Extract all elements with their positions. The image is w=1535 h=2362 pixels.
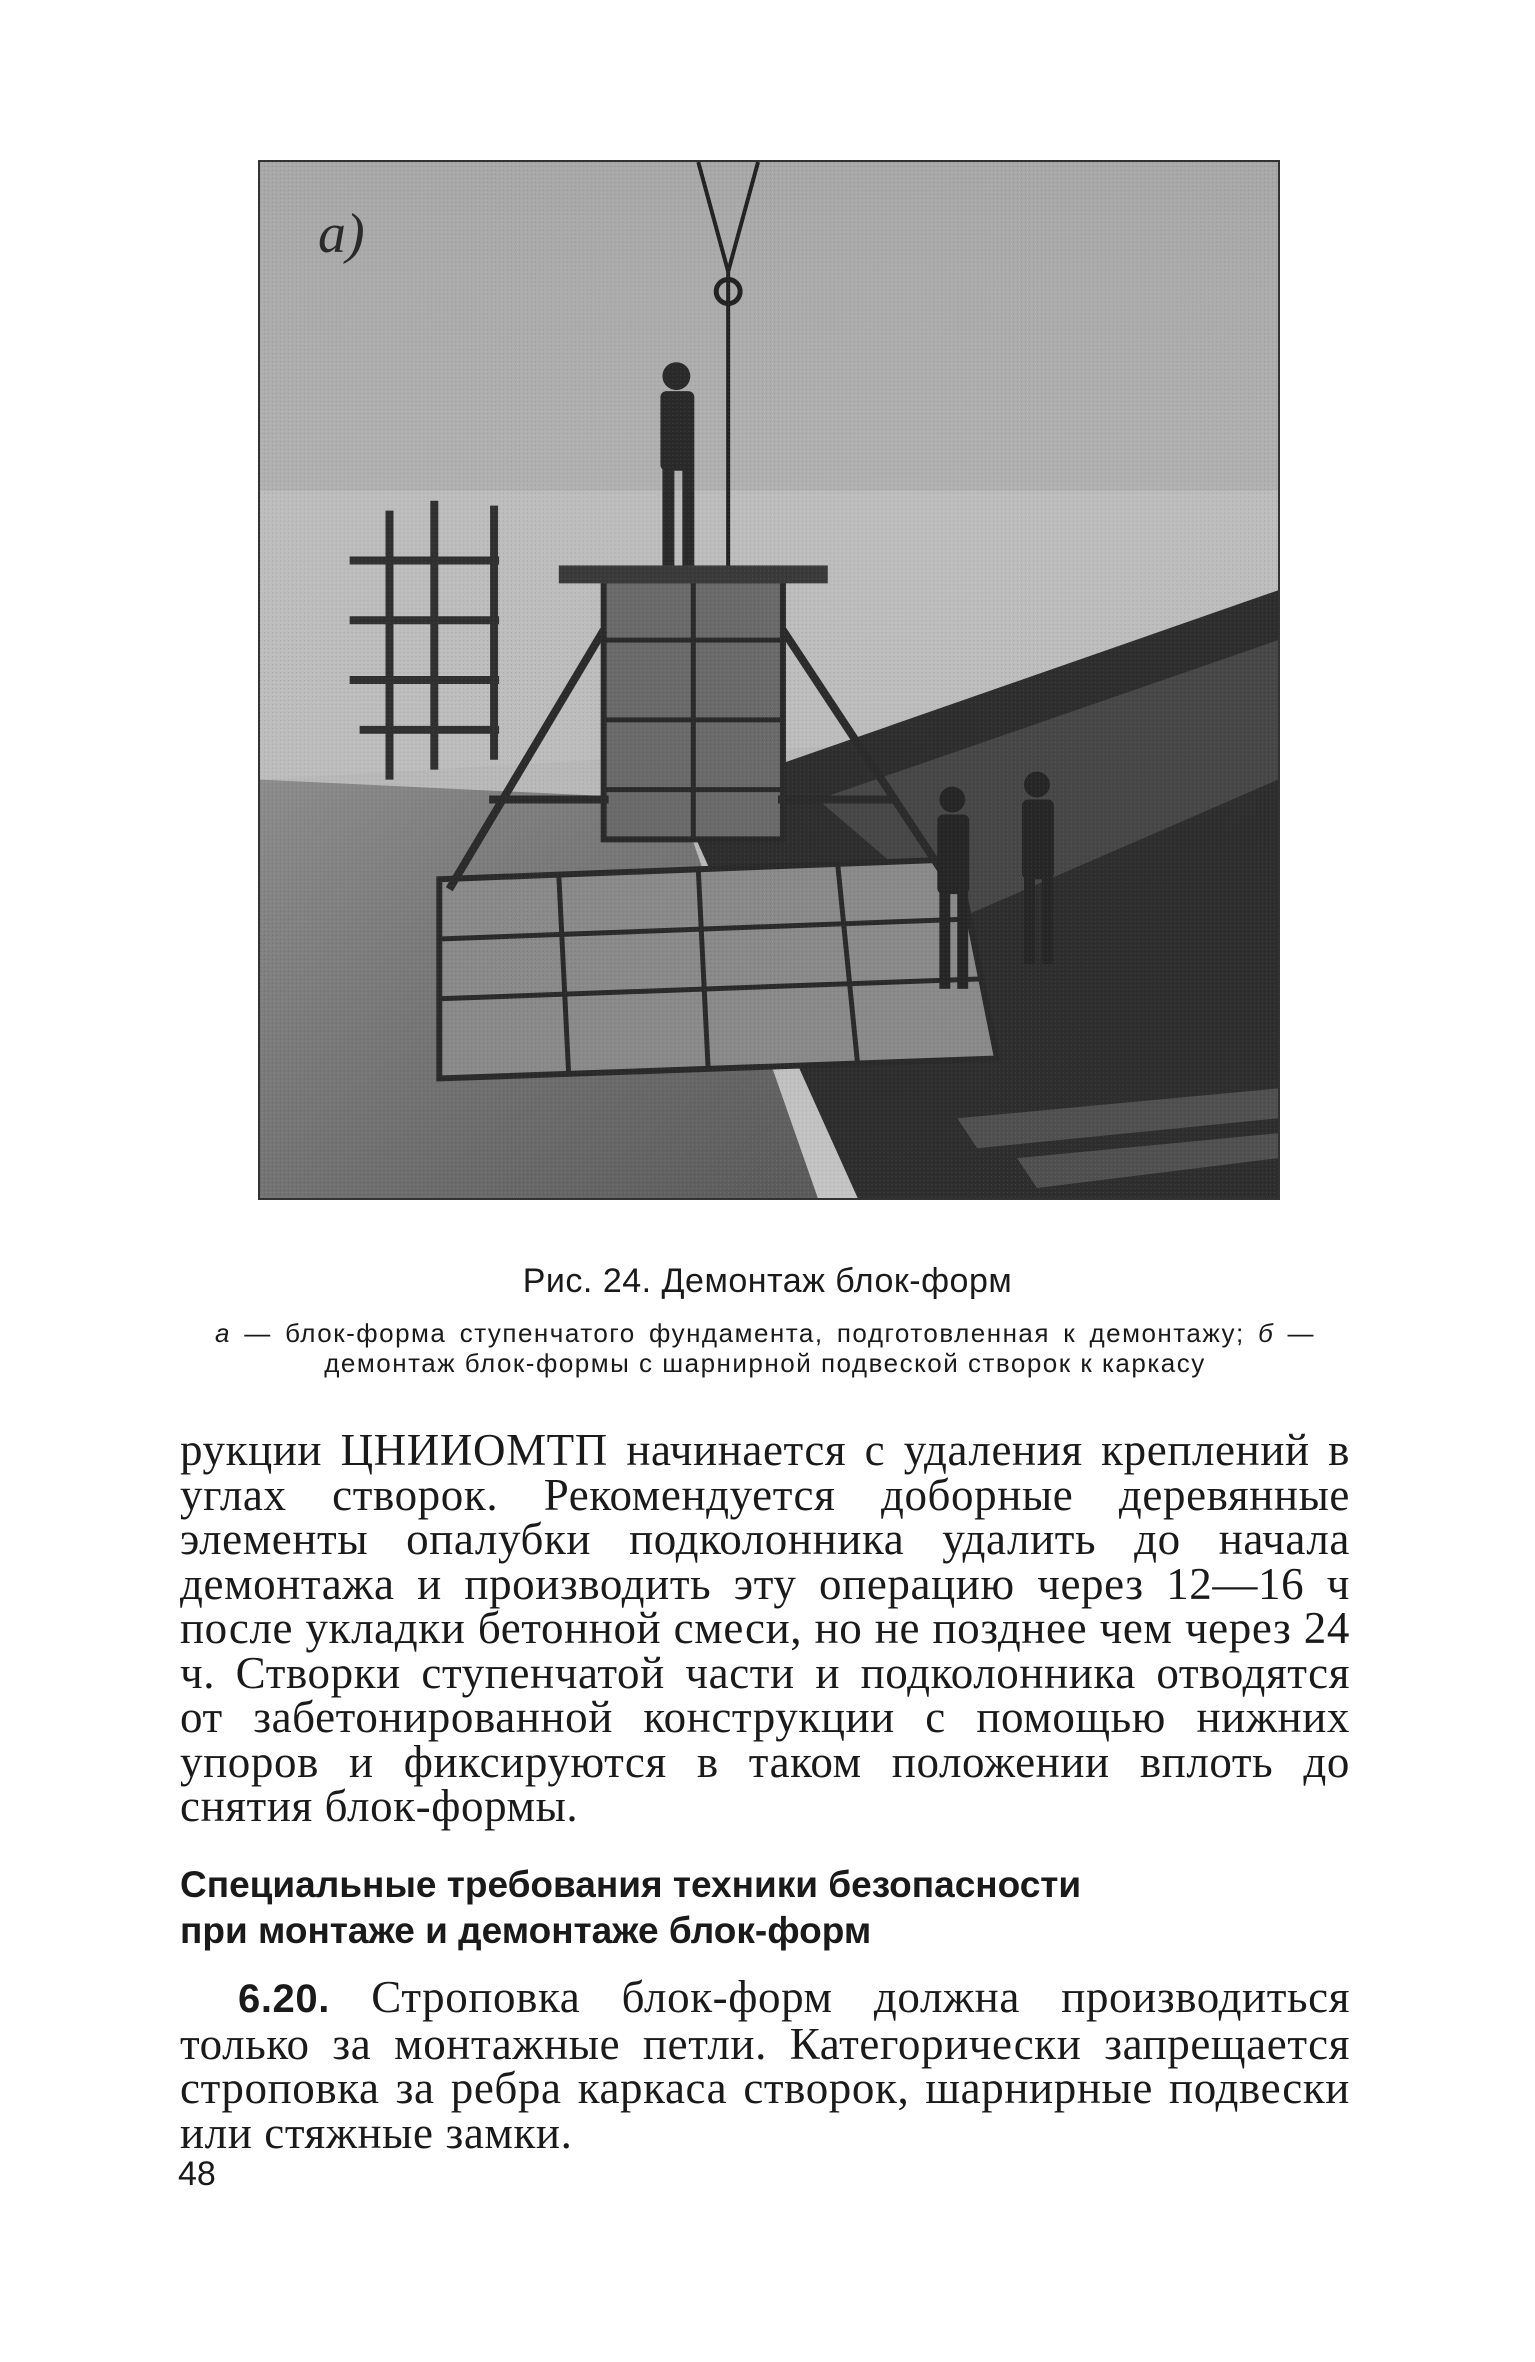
page-number: 48 xyxy=(178,2155,216,2193)
caption-text-b: — демонтаж блок-формы с шарнирной подвеской створок к каркасу xyxy=(324,1318,1315,1378)
body-paragraph xyxy=(180,1425,1350,1831)
section-heading-line-1: Специальные требования техники безопасности xyxy=(180,1864,1082,1905)
clause-paragraph xyxy=(180,1972,1350,2158)
figure-caption-body xyxy=(215,1318,1315,1378)
figure-subfigure-label: а) xyxy=(318,203,365,265)
figure-caption-title: Рис. 24. Демонтаж блок-форм xyxy=(522,1262,1013,1300)
figure-photo xyxy=(258,160,1280,1200)
section-heading-line-2: при монтаже и демонтаже блок-форм xyxy=(180,1910,872,1951)
body-paragraph-text: рукции ЦНИИОМТП начинается с удаления креплений в углах створок. Рекомендуется доборные деревянные элементы опалубки подколонника удалить до начала демонтажа и производить эту операцию через 12—16 ч после укладки бетонной смеси, но не позднее чем через 24 ч. Створки ступенчатой части и подколонника отводятся от забетонированной конструкции с помощью нижних упоров и фиксируются в таком положении вплоть до снятия блок-формы. xyxy=(180,1425,1350,1831)
clause-text: Строповка блок-форм должна производиться только за монтажные петли. Категорически запрещается строповка за ребра каркаса створок, шарнирные подвески или стяжные замки. xyxy=(180,1972,1350,2158)
caption-marker-a: а xyxy=(215,1318,231,1348)
caption-marker-b: б xyxy=(1258,1318,1275,1348)
section-heading xyxy=(180,1862,1350,1954)
construction-photo-illustration xyxy=(260,162,1278,1198)
clause-number: 6.20. xyxy=(238,1977,330,2021)
caption-text-a: — блок-форма ступенчатого фундамента, подготовленная к демонтажу; xyxy=(230,1318,1259,1348)
